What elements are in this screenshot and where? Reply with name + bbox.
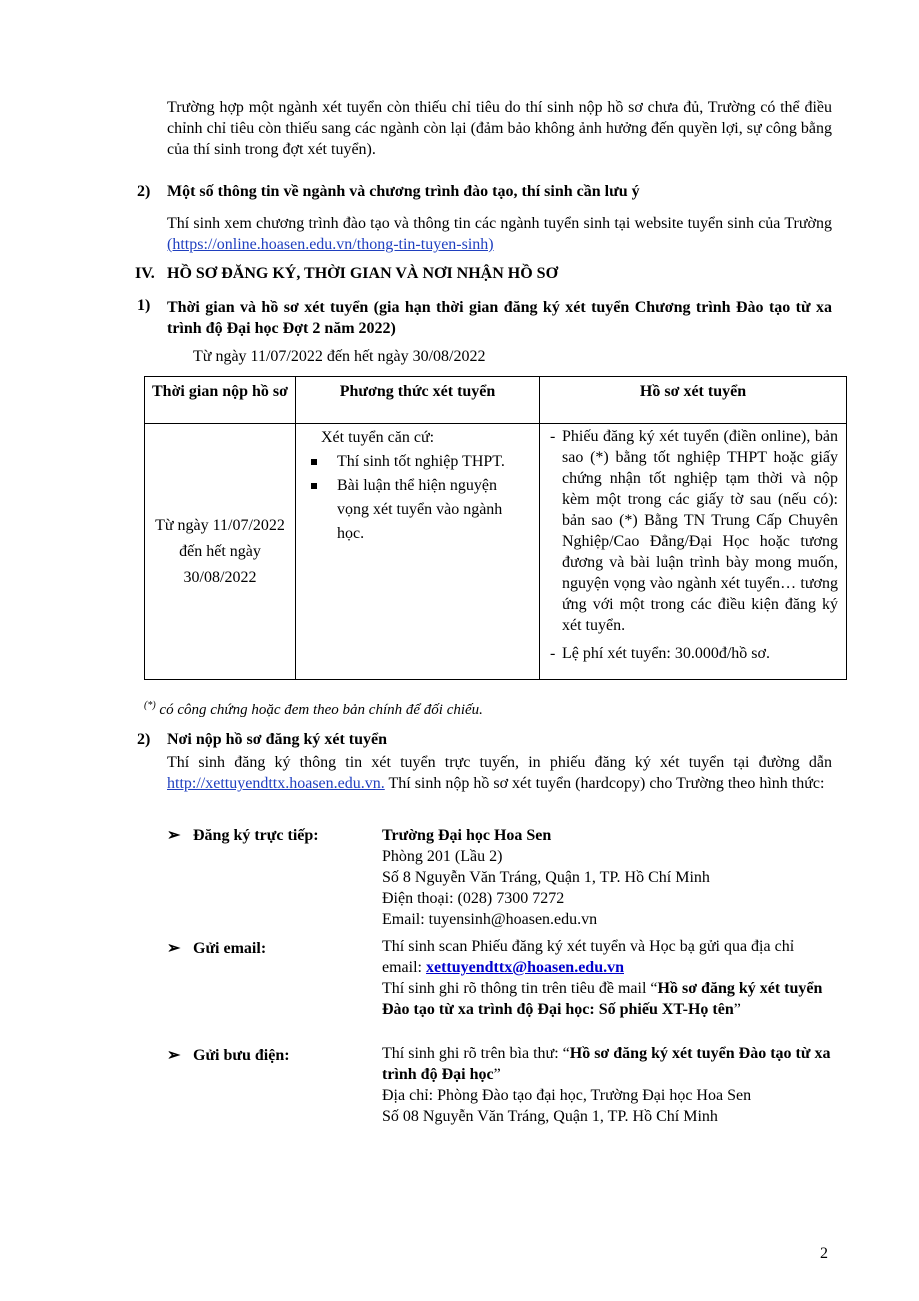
post-address-1: Địa chỉ: Phòng Đào tạo đại học, Trường Đại học Hoa Sen [382, 1087, 752, 1104]
registration-table [144, 376, 847, 680]
email-instruction-text: Thí sinh scan Phiếu đăng ký xét tuyển và Học bạ gửi qua địa chỉ email: [382, 938, 795, 976]
submission-email-link[interactable]: xettuyendttx@hoasen.edu.vn [425, 959, 624, 976]
envelope-pre: Thí sinh ghi rõ trên bìa thư: “ [382, 1045, 570, 1062]
arrow-icon: ➢ [167, 1047, 181, 1064]
subsection-2-text-b: Thí sinh nộp hồ sơ xét tuyển (hardcopy) cho Trường theo hình thức: [388, 775, 825, 792]
footnote-mark: (*) [144, 700, 156, 711]
header-documents: Hồ sơ xét tuyển [540, 377, 847, 424]
subsection-2-number: 2) [137, 731, 151, 748]
method-list [308, 450, 531, 546]
email-details [382, 936, 832, 1020]
post-label-text: Gửi bưu điện: [193, 1047, 290, 1064]
email-subject-post: ” [733, 1001, 741, 1018]
post-details [382, 1043, 832, 1127]
cell-method [296, 424, 540, 680]
document-item: - Phiếu đăng ký xét tuyển (điền online), bản sao (*) bằng tốt nghiệp THPT hoặc giấy chứng nhận tốt nghiệp tạm thời và nộp kèm một trong các giấy tờ sau (nếu có): bản sao (*) Bằng TN Trung Cấp Chuyên Nghiệp/Cao Đẳng/Đại Học hoặc tương đương và bài luận trình bày mong muốn, nguyện vọng vào ngành xét tuyển… tương ứng với một trong các điều kiện đăng ký xét tuyển. [548, 426, 838, 636]
envelope-instruction [382, 1043, 832, 1085]
section-2-number: 2) [137, 183, 151, 200]
email-instruction [382, 936, 832, 978]
method-item: Thí sinh tốt nghiệp THPT. [308, 450, 531, 474]
phone: Điện thoại: (028) 7300 7272 [382, 890, 565, 907]
page-number: 2 [820, 1245, 828, 1262]
table-row [145, 424, 847, 680]
section-2-body [167, 213, 832, 255]
footnote-text: có công chứng hoặc đem theo bản chính để đối chiếu. [155, 702, 483, 718]
email: Email: tuyensinh@hoasen.edu.vn [382, 911, 598, 928]
post-label [167, 1045, 290, 1065]
table-header-row [145, 377, 847, 424]
post-address-2: Số 08 Nguyễn Văn Tráng, Quận 1, TP. Hồ Chí Minh [382, 1108, 718, 1125]
header-method: Phương thức xét tuyển [296, 377, 540, 424]
arrow-icon: ➢ [167, 827, 181, 844]
cell-documents [540, 424, 847, 680]
envelope-bold: Hồ sơ đăng ký xét tuyển Đào tạo từ xa trình độ Đại học [382, 1045, 831, 1083]
address: Số 8 Nguyễn Văn Tráng, Quận 1, TP. Hồ Chí Minh [382, 869, 710, 886]
subsection-2-body [167, 752, 832, 794]
room: Phòng 201 (Lầu 2) [382, 848, 503, 865]
email-label [167, 938, 266, 958]
document-item: - Lệ phí xét tuyển: 30.000đ/hồ sơ. [548, 643, 838, 664]
method-intro: Xét tuyển căn cứ: [321, 429, 435, 446]
section-2-heading: Một số thông tin về ngành và chương trình đào tạo, thí sinh cần lưu ý [167, 183, 640, 200]
direct-details [382, 825, 832, 930]
section-iv-number: IV. [135, 265, 155, 282]
section-2-text: Thí sinh xem chương trình đào tạo và thông tin các ngành tuyển sinh tại website tuyển sinh của Trường [167, 215, 832, 232]
intro-paragraph: Trường hợp một ngành xét tuyển còn thiếu chỉ tiêu do thí sinh nộp hồ sơ chưa đủ, Trường có thể điều chỉnh chỉ tiêu còn thiếu sang các ngành còn lại (đảm bảo không ảnh hưởng đến quyền lợi, sự công bằng của thí sinh trong đợt xét tuyển). [167, 99, 832, 158]
subsection-2-text-a: Thí sinh đăng ký thông tin xét tuyển trực tuyến, in phiếu đăng ký xét tuyển tại đường dẫn [167, 754, 832, 771]
email-subject-pre: Thí sinh ghi rõ thông tin trên tiêu đề mail “ [382, 980, 658, 997]
admission-info-link[interactable]: (https://online.hoasen.edu.vn/thong-tin-tuyen-sinh) [167, 236, 494, 253]
subsection-1-number: 1) [137, 297, 151, 314]
direct-label-text: Đăng ký trực tiếp: [193, 827, 319, 844]
subsection-2-heading: Nơi nộp hồ sơ đăng ký xét tuyển [167, 731, 387, 748]
email-subject-instruction [382, 978, 832, 1020]
section-iv-heading: HỒ SƠ ĐĂNG KÝ, THỜI GIAN VÀ NƠI NHẬN HỒ SƠ [167, 265, 559, 282]
registration-period: Từ ngày 11/07/2022 đến hết ngày 30/08/2022 [193, 348, 486, 365]
direct-label [167, 825, 319, 845]
cell-time: Từ ngày 11/07/2022 đến hết ngày 30/08/2022 [145, 424, 296, 680]
email-label-text: Gửi email: [193, 940, 267, 957]
footnote [144, 700, 483, 719]
registration-link[interactable]: http://xettuyendttx.hoasen.edu.vn. [167, 775, 385, 792]
method-item: Bài luận thể hiện nguyện vọng xét tuyển vào ngành học. [308, 474, 531, 546]
header-time: Thời gian nộp hồ sơ [145, 377, 296, 424]
subsection-1-heading: Thời gian và hồ sơ xét tuyển (gia hạn thời gian đăng ký xét tuyển Chương trình Đào tạo từ xa trình độ Đại học Đợt 2 năm 2022) [167, 299, 832, 337]
email-subject-bold: Hồ sơ đăng ký xét tuyển Đào tạo từ xa trình độ Đại học: Số phiếu XT-Họ tên [382, 980, 823, 1018]
envelope-post: ” [493, 1066, 501, 1083]
school-name: Trường Đại học Hoa Sen [382, 827, 552, 844]
arrow-icon: ➢ [167, 940, 181, 957]
